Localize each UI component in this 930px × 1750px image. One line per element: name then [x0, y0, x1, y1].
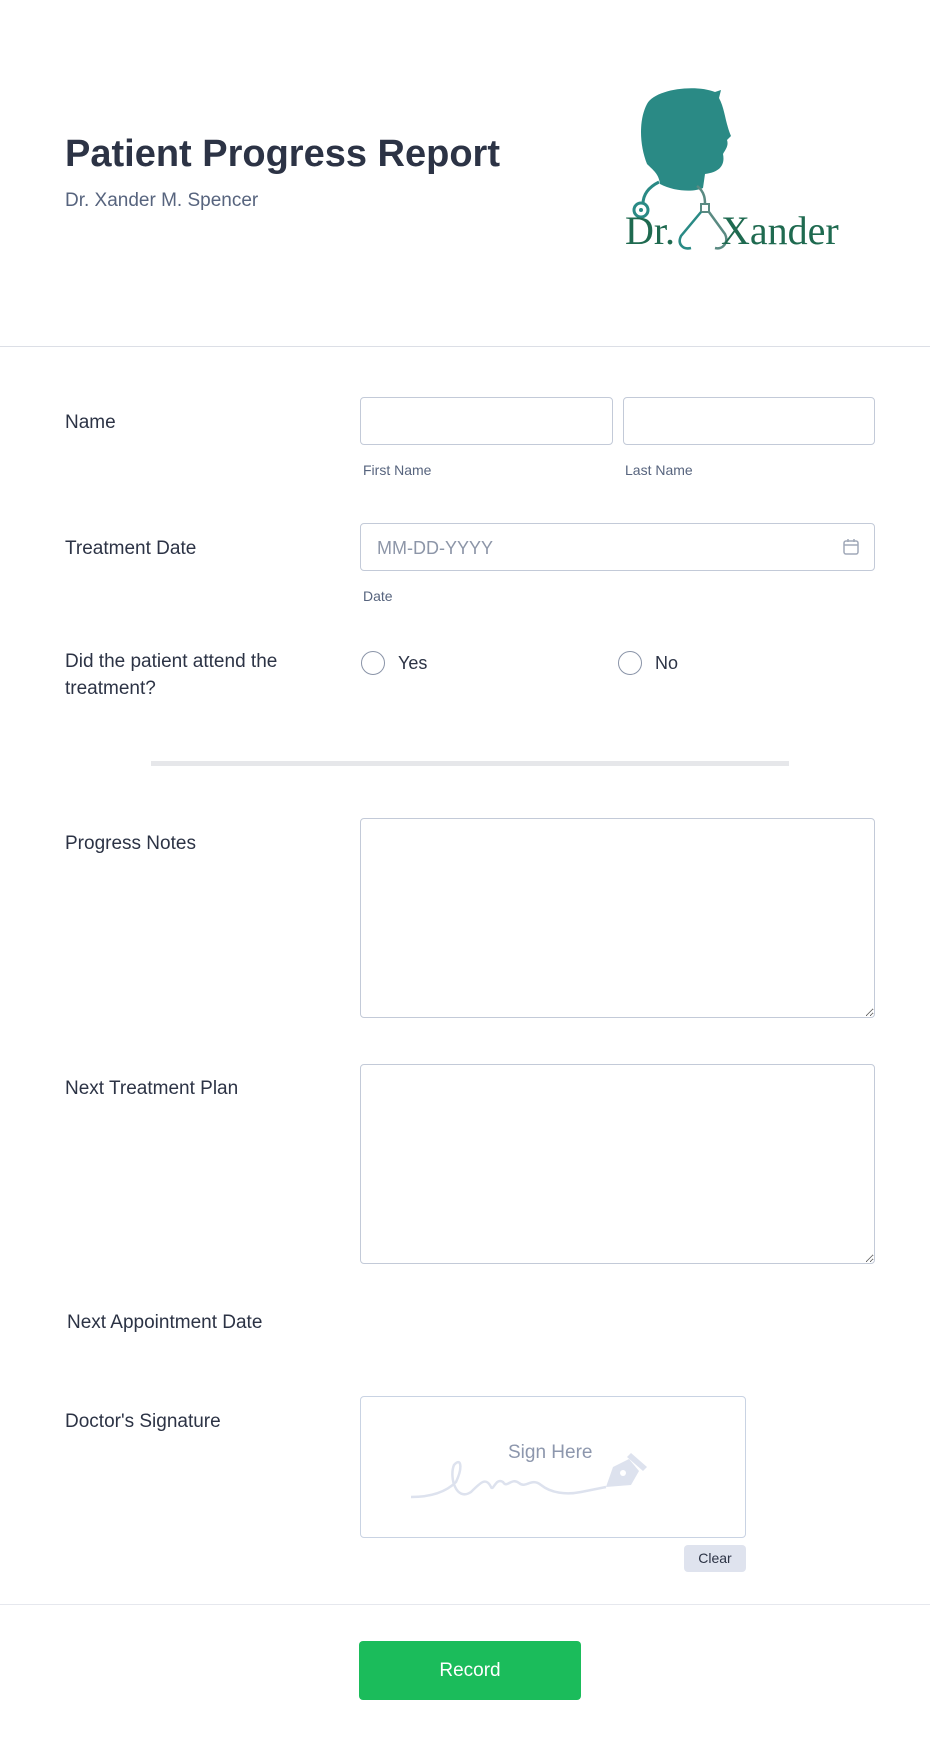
sign-here-placeholder: Sign Here [508, 1442, 593, 1463]
first-name-sublabel: First Name [363, 462, 432, 478]
header-divider [0, 346, 930, 347]
next-appointment-date-label: Next Appointment Date [67, 1312, 263, 1333]
next-treatment-plan-label: Next Treatment Plan [65, 1078, 239, 1099]
page-subtitle: Dr. Xander M. Spencer [65, 190, 259, 211]
treatment-date-label: Treatment Date [65, 538, 197, 559]
footer-divider [0, 1604, 930, 1605]
signature-pen-icon [401, 1437, 701, 1507]
signature-label: Doctor's Signature [65, 1411, 221, 1432]
progress-notes-label: Progress Notes [65, 833, 196, 854]
last-name-input[interactable] [623, 397, 875, 445]
date-sublabel: Date [363, 588, 393, 604]
record-submit-button[interactable]: Record [359, 1641, 581, 1700]
clear-signature-button[interactable]: Clear [684, 1545, 746, 1572]
section-divider [151, 761, 789, 766]
treatment-date-input[interactable] [360, 523, 875, 571]
radio-no-label[interactable]: No [655, 653, 679, 673]
svg-text:Dr.: Dr. [625, 208, 675, 253]
attended-label: Did the patient attend the treatment? [65, 651, 278, 699]
page-title: Patient Progress Report [65, 133, 500, 175]
date-placeholder: MM-DD-YYYY [377, 538, 493, 558]
radio-yes[interactable] [361, 651, 385, 675]
svg-text:Xander: Xander [721, 208, 839, 253]
last-name-sublabel: Last Name [625, 462, 693, 478]
signature-pad[interactable] [360, 1396, 746, 1538]
next-treatment-plan-textarea[interactable] [360, 1064, 875, 1264]
progress-notes-textarea[interactable] [360, 818, 875, 1018]
doctor-head-logo-icon [625, 84, 865, 269]
radio-no[interactable] [618, 651, 642, 675]
first-name-input[interactable] [360, 397, 613, 445]
calendar-icon[interactable] [842, 538, 860, 556]
logo [625, 84, 865, 269]
radio-yes-label[interactable]: Yes [398, 653, 428, 673]
name-label: Name [65, 412, 116, 433]
